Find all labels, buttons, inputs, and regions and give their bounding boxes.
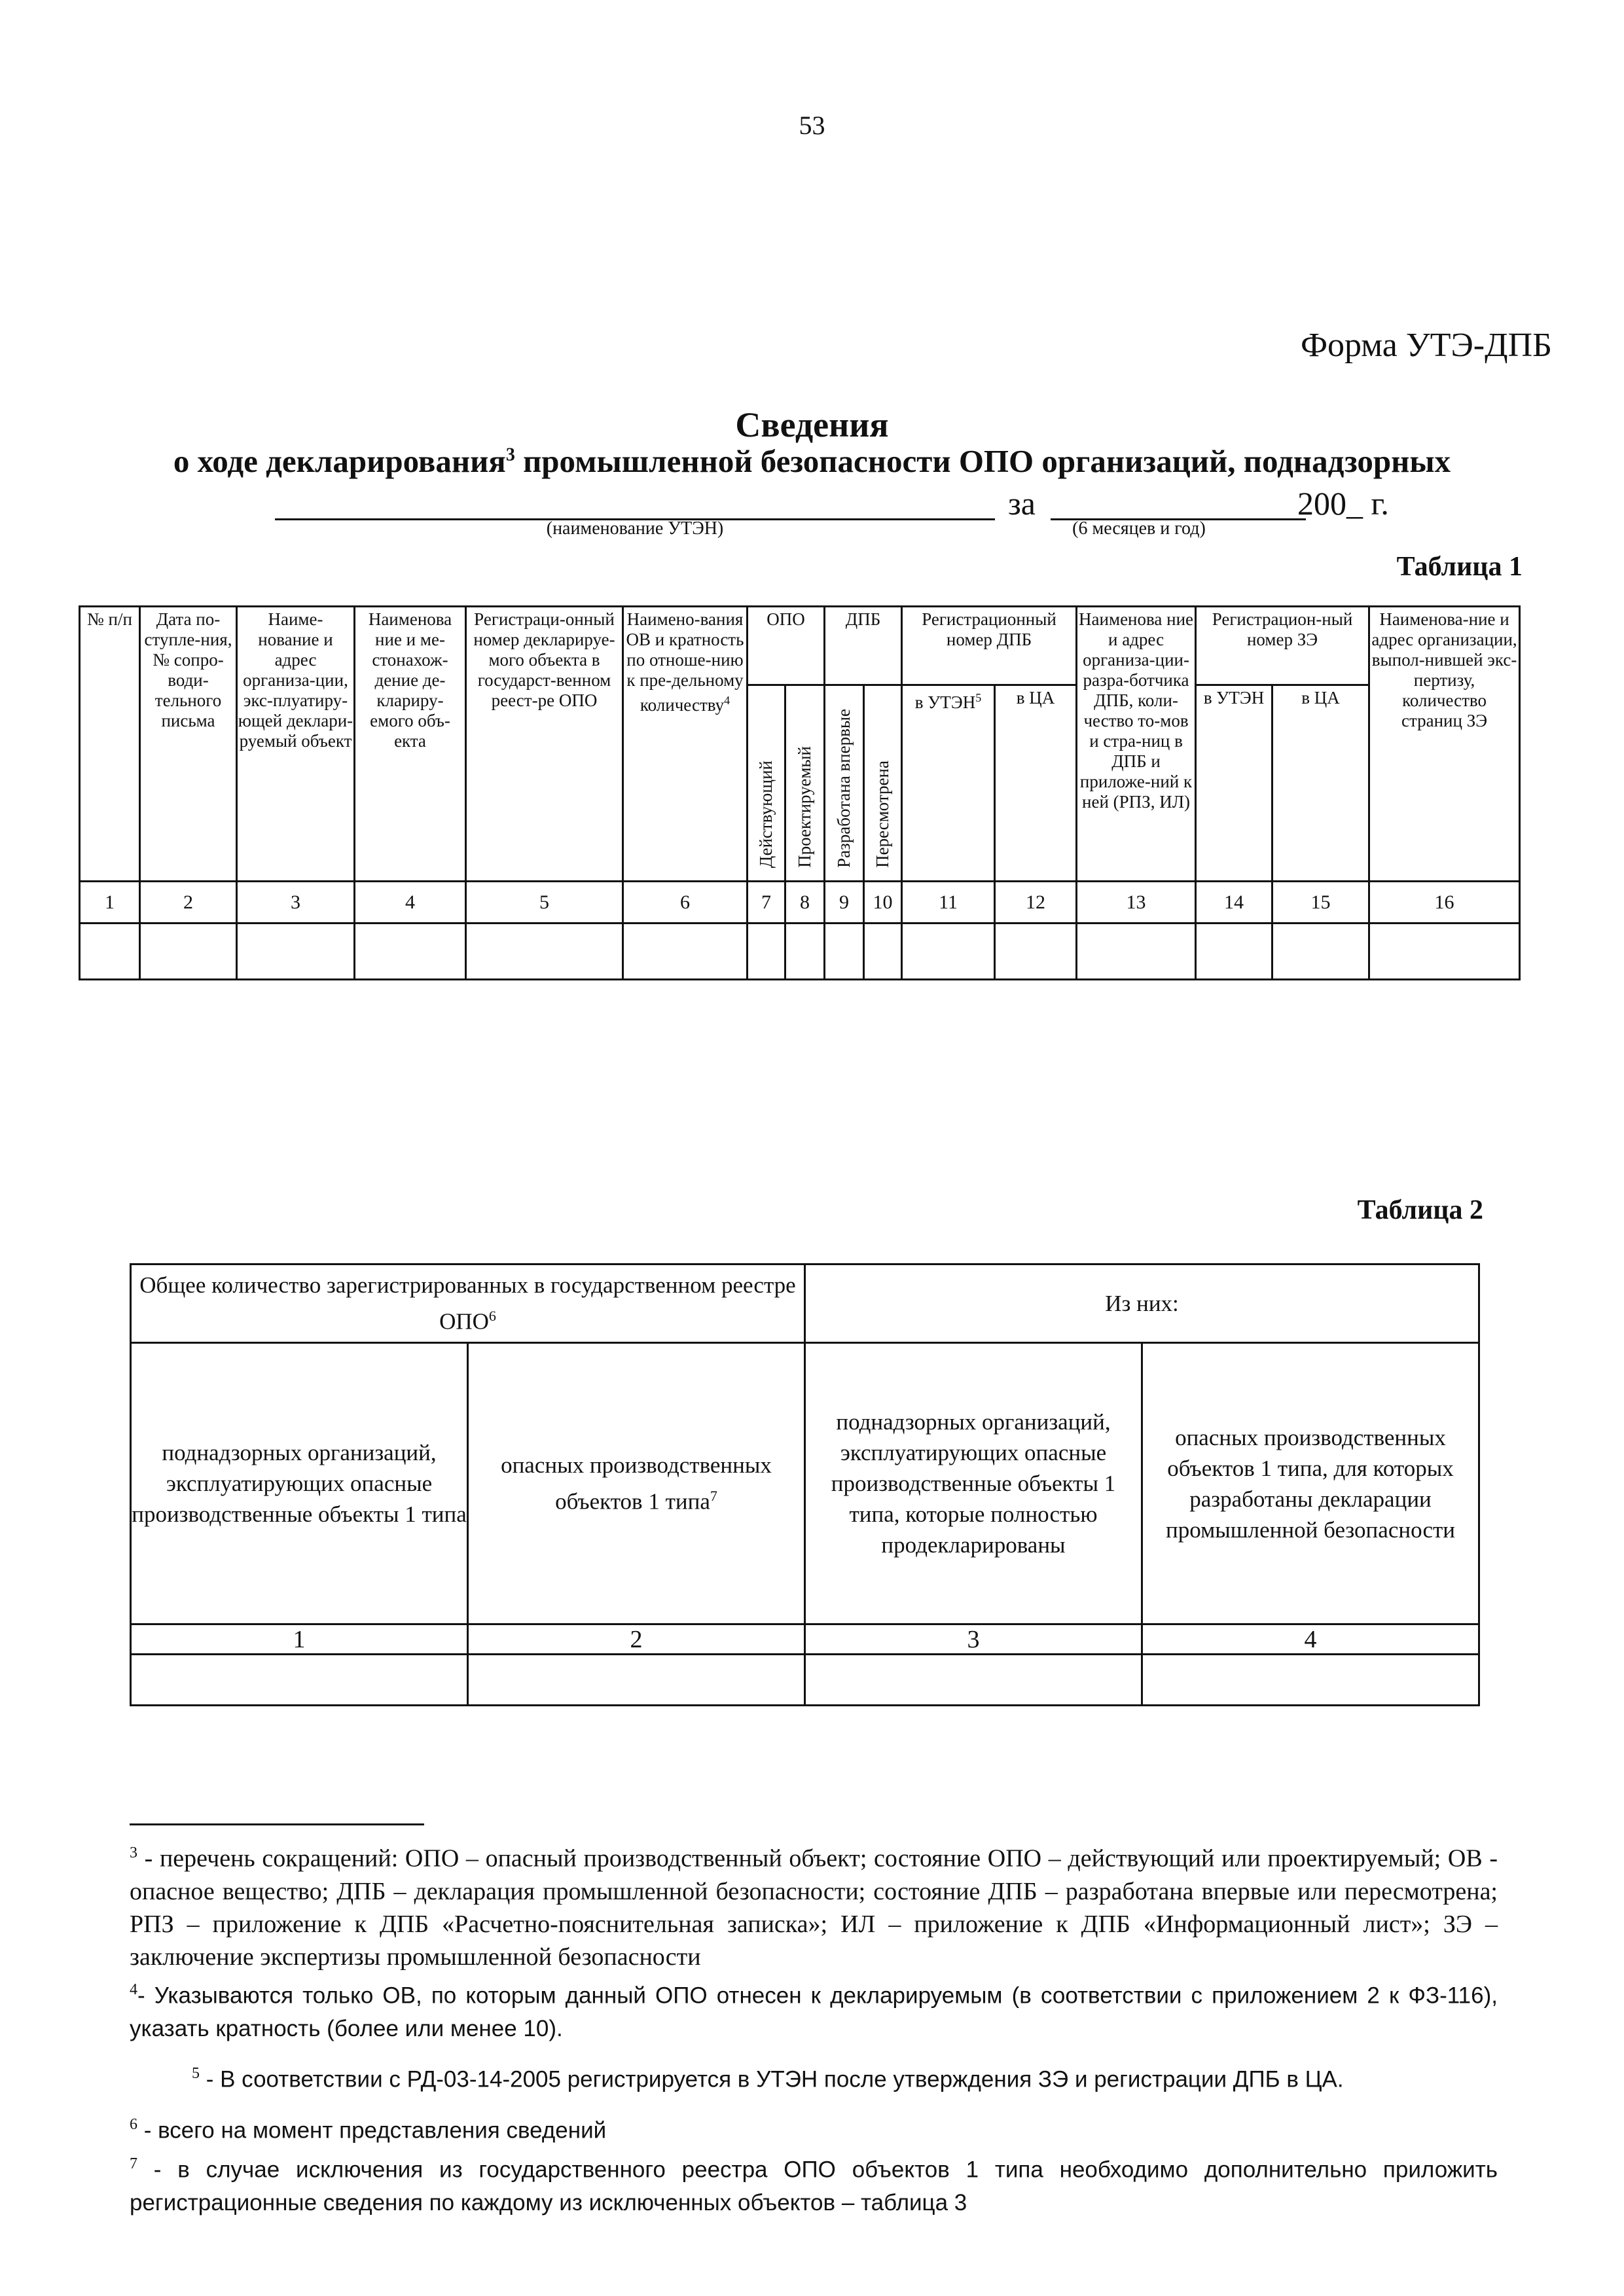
footnote-ref: 7: [710, 1488, 717, 1505]
t1-header-revised-text: Пересмотрена: [873, 761, 892, 868]
footnote-6: [130, 2108, 1498, 2147]
t2-header-total-text: Общее количество зарегистрированных в государственном реестре ОПО: [139, 1272, 796, 1335]
t1-header-date: [140, 607, 237, 882]
utehn-name-blank: [275, 484, 995, 520]
t1-colnum: 10: [864, 882, 902, 924]
table1: [79, 605, 1521, 980]
t2-col-objects: [468, 1343, 805, 1624]
t2-empty-cell[interactable]: [468, 1655, 805, 1706]
t1-header-reg-number: Регистраци-онный номер декларируе-мого объекта в государст-венном реест-ре ОПО: [466, 607, 623, 882]
t1-empty-cell[interactable]: [995, 924, 1077, 980]
t2-header-of-them: Из них:: [805, 1265, 1479, 1343]
t1-header-active-text: Действующий: [756, 760, 776, 868]
footnotes: [130, 1827, 1498, 2219]
t1-empty-cell[interactable]: [237, 924, 355, 980]
t2-col-objects-text: опасных производственных объектов 1 типа: [501, 1452, 772, 1515]
subtitle-pre: о ходе декларирования: [173, 443, 506, 479]
t1-colnum: 5: [466, 882, 623, 924]
t1-colnum: 12: [995, 882, 1077, 924]
footnote-mark: 3: [130, 1844, 137, 1861]
t1-empty-cell[interactable]: [748, 924, 785, 980]
t2-empty-cell[interactable]: [805, 1655, 1142, 1706]
t1-colnum: 7: [748, 882, 785, 924]
za-label: за: [1008, 485, 1036, 522]
t1-header-date-b: № сопро-води-тельного письма: [153, 650, 224, 730]
t1-empty-cell[interactable]: [1196, 924, 1272, 980]
t1-colnum: 6: [623, 882, 748, 924]
t1-empty-cell[interactable]: [864, 924, 902, 980]
footnote-ref: 3: [505, 444, 515, 465]
t2-colnum: 4: [1142, 1624, 1479, 1655]
year-label: 200_ г.: [1297, 485, 1389, 522]
footnote-7: [130, 2147, 1498, 2220]
footnote-mark: 6: [130, 2115, 137, 2133]
t1-empty-cell[interactable]: [623, 924, 748, 980]
document-subtitle: [0, 442, 1624, 480]
fill-in-line: [275, 484, 1401, 537]
t1-header-new: [825, 685, 864, 882]
footnote-mark: 4: [130, 1981, 137, 1998]
t1-empty-cell[interactable]: [1077, 924, 1196, 980]
t1-header-expert: Наименова-ние и адрес организации, выпол-нившей экс-пертизу, количество страниц ЗЭ: [1369, 607, 1520, 882]
period-blank: [1051, 484, 1306, 520]
footnote-text: - в случае исключения из государственного реестра ОПО объектов 1 типа необходимо дополнительно приложить регистрационные сведения по каждому из исключенных объектов – таблица 3: [130, 2157, 1498, 2216]
t1-empty-cell[interactable]: [902, 924, 995, 980]
t1-header-dpb-ca: в ЦА: [995, 685, 1077, 882]
t1-empty-cell[interactable]: [1272, 924, 1369, 980]
footnote-text: - всего на момент представления сведений: [137, 2117, 607, 2144]
t1-header-planned: [785, 685, 825, 882]
t1-header-new-text: Разработана впервые: [834, 709, 854, 868]
table2: [130, 1263, 1480, 1706]
t2-colnum: 2: [468, 1624, 805, 1655]
t1-colnum: 15: [1272, 882, 1369, 924]
t2-header-total: [131, 1265, 805, 1343]
t1-header-developer: Наименова ние и адрес организа-ции-разра-ботчика ДПБ, коли-чество то-мов и стра-ниц в ДПБ и приложе-ний к ней (РПЗ, ИЛ): [1077, 607, 1196, 882]
t1-header-active: [748, 685, 785, 882]
footnote-divider: [130, 1823, 424, 1825]
table1-caption: Таблица 1: [1396, 552, 1523, 582]
utehn-caption: (наименование УТЭН): [546, 518, 724, 539]
t1-colnum: 1: [80, 882, 140, 924]
t1-colnum: 13: [1077, 882, 1196, 924]
footnote-text: - перечень сокращений: ОПО – опасный производственный объект; состояние ОПО – действующий или проектируемый; ОВ - опасное вещество; ДПБ – декларация промышленной безопасности; состояние ДПБ – разработана впервые или пересмотрена; РПЗ – приложение к ДПБ «Расчетно-пояснительная записка»; ИЛ – приложение к ДПБ «Информационный лист»; ЗЭ – заключение экспертизы промышленной безопасности: [130, 1844, 1498, 1971]
t1-header-reg-dpb: Регистрационный номер ДПБ: [902, 607, 1077, 685]
t1-header-ze-ca: в ЦА: [1272, 685, 1369, 882]
t1-header-dpb-utehn-text: в УТЭН: [914, 692, 976, 712]
t1-header-opo: ОПО: [748, 607, 825, 685]
form-label: Форма УТЭ-ДПБ: [1300, 327, 1552, 364]
t2-col-declared-objects: опасных производственных объектов 1 типа, для которых разработаны декларации промышленной безопасности: [1142, 1343, 1479, 1624]
footnote-mark: 5: [192, 2065, 200, 2083]
t1-header-org: Наиме-нование и адрес организа-ции, экс-плуатиру-ющей деклари-руемый объект: [237, 607, 355, 882]
table2-caption: Таблица 2: [1357, 1195, 1483, 1225]
t1-header-ov: [623, 607, 748, 882]
t1-header-reg-ze: Регистрацион-ный номер ЗЭ: [1196, 607, 1369, 685]
footnote-ref: 6: [488, 1308, 496, 1325]
footnote-mark: 7: [130, 2155, 137, 2172]
t2-col-declared-orgs: поднадзорных организаций, эксплуатирующих опасные производственные объекты 1 типа, которые полностью продекларированы: [805, 1343, 1142, 1624]
t2-colnum: 3: [805, 1624, 1142, 1655]
footnote-ref: 5: [975, 691, 982, 704]
t1-header-ov-text: Наимено-вания ОВ и кратность по отноше-нию к пре-дельному количеству: [626, 609, 744, 715]
footnote-text: - Указываются только ОВ, по которым данный ОПО отнесен к декларируемым (в соответствии с приложением 2 к ФЗ-116), указать кратность (более или менее 10).: [130, 1982, 1498, 2042]
t1-empty-cell[interactable]: [355, 924, 466, 980]
t1-header-date-a: Дата по-ступле-ния,: [144, 609, 232, 649]
footnote-4: [130, 1973, 1498, 2046]
page-number: 53: [799, 111, 825, 140]
t1-header-num: № п/п: [80, 607, 140, 882]
t1-empty-cell[interactable]: [466, 924, 623, 980]
t1-header-planned-text: Проектируемый: [795, 746, 814, 868]
footnote-text: - В соответствии с РД-03-14-2005 регистрируется в УТЭН после утверждения ЗЭ и регистрации ДПБ в ЦА.: [200, 2066, 1344, 2092]
t2-empty-cell[interactable]: [131, 1655, 468, 1706]
t1-colnum: 9: [825, 882, 864, 924]
t1-empty-cell[interactable]: [1369, 924, 1520, 980]
t1-colnum: 8: [785, 882, 825, 924]
t1-colnum: 4: [355, 882, 466, 924]
t2-colnum: 1: [131, 1624, 468, 1655]
t1-empty-cell[interactable]: [825, 924, 864, 980]
subtitle-post: промышленной безопасности ОПО организаций, поднадзорных: [514, 443, 1451, 479]
t1-empty-cell[interactable]: [80, 924, 140, 980]
t1-colnum: 16: [1369, 882, 1520, 924]
t1-colnum: 2: [140, 882, 237, 924]
document-title: Сведения: [735, 405, 889, 444]
footnote-5: [130, 2057, 1498, 2096]
t1-colnum: 14: [1196, 882, 1272, 924]
t1-header-object: Наименова ние и ме-стонахож-дение де-клариру-емого объ-екта: [355, 607, 466, 882]
footnote-3: [130, 1837, 1498, 1973]
footnote-ref: 4: [724, 694, 731, 707]
t1-empty-cell[interactable]: [140, 924, 237, 980]
t1-header-dpb: ДПБ: [825, 607, 902, 685]
t2-empty-cell[interactable]: [1142, 1655, 1479, 1706]
t1-header-ze-utehn: в УТЭН: [1196, 685, 1272, 882]
t1-header-revised: [864, 685, 902, 882]
t1-empty-cell[interactable]: [785, 924, 825, 980]
period-caption: (6 месяцев и год): [1072, 518, 1206, 539]
t1-header-dpb-utehn: [902, 685, 995, 882]
t2-col-orgs: поднадзорных организаций, эксплуатирующих опасные производственные объекты 1 типа: [131, 1343, 468, 1624]
t1-colnum: 3: [237, 882, 355, 924]
t1-colnum: 11: [902, 882, 995, 924]
